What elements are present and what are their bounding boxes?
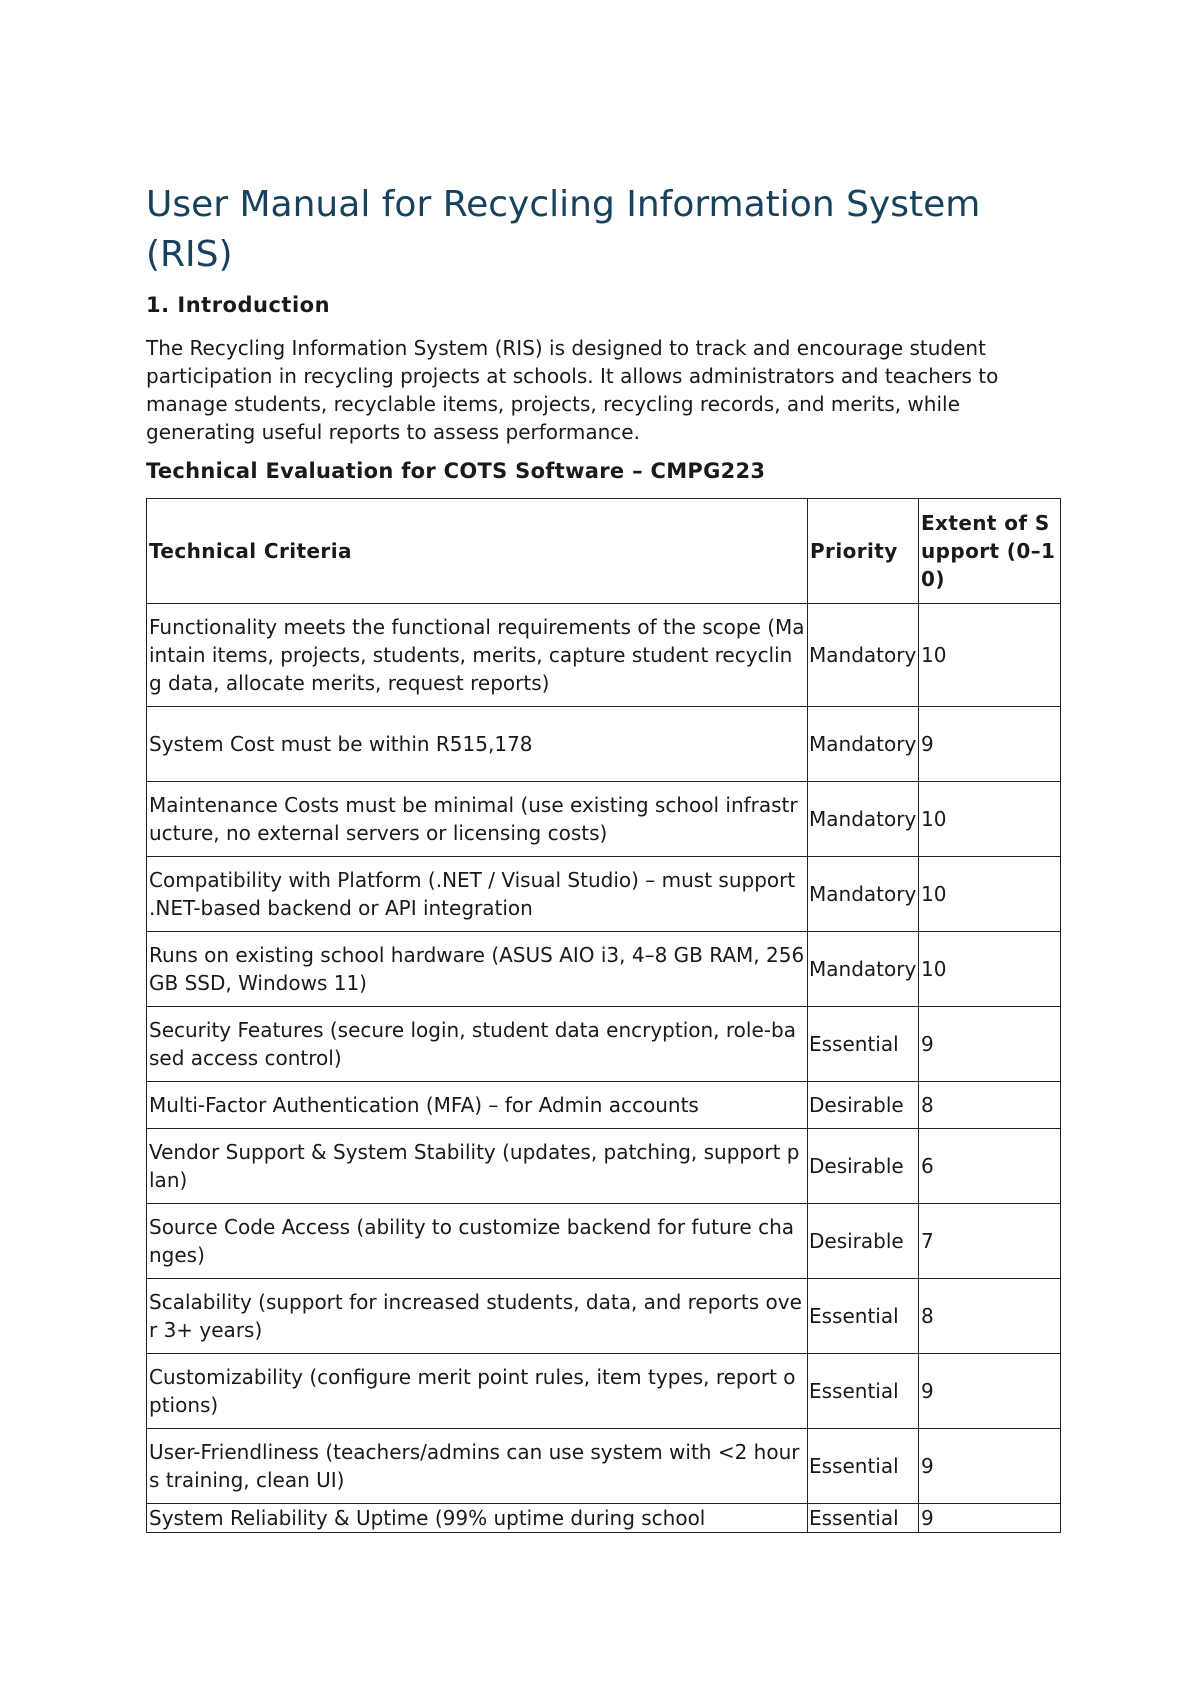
table-row (147, 932, 1061, 1007)
table-header-row (147, 499, 1061, 604)
table-row (147, 1429, 1061, 1504)
criteria-cell: Customizability (configure merit point rules, item types, report options) (147, 1354, 808, 1429)
criteria-cell: Vendor Support & System Stability (updates, patching, support plan) (147, 1129, 808, 1204)
section-heading-introduction: 1. Introduction (146, 293, 331, 317)
criteria-cell: Multi-Factor Authentication (MFA) – for Admin accounts (147, 1082, 808, 1129)
priority-cell: Essential (808, 1429, 919, 1504)
priority-cell: Essential (808, 1279, 919, 1354)
criteria-cell: System Reliability & Uptime (99% uptime during school (147, 1504, 808, 1533)
table-row (147, 1129, 1061, 1204)
priority-cell: Essential (808, 1354, 919, 1429)
priority-cell: Essential (808, 1007, 919, 1082)
criteria-cell: Security Features (secure login, student data encryption, role-based access control) (147, 1007, 808, 1082)
support-cell: 9 (919, 1429, 1061, 1504)
priority-cell: Mandatory (808, 857, 919, 932)
support-cell: 10 (919, 604, 1061, 707)
criteria-cell: Source Code Access (ability to customize backend for future changes) (147, 1204, 808, 1279)
support-cell: 9 (919, 1007, 1061, 1082)
header-priority: Priority (808, 499, 919, 604)
priority-cell: Essential (808, 1504, 919, 1533)
table-row (147, 1279, 1061, 1354)
priority-cell: Mandatory (808, 707, 919, 782)
support-cell: 8 (919, 1279, 1061, 1354)
priority-cell: Mandatory (808, 604, 919, 707)
criteria-cell: Functionality meets the functional requirements of the scope (Maintain items, projects, students, merits, capture student recycling data, allocate merits, request reports) (147, 604, 808, 707)
support-cell: 8 (919, 1082, 1061, 1129)
priority-cell: Desirable (808, 1129, 919, 1204)
support-cell: 10 (919, 932, 1061, 1007)
criteria-cell: Compatibility with Platform (.NET / Visual Studio) – must support .NET-based backend or API integration (147, 857, 808, 932)
criteria-cell: Maintenance Costs must be minimal (use existing school infrastructure, no external servers or licensing costs) (147, 782, 808, 857)
table-row (147, 707, 1061, 782)
criteria-cell: User-Friendliness (teachers/admins can use system with <2 hours training, clean UI) (147, 1429, 808, 1504)
criteria-cell: Runs on existing school hardware (ASUS AIO i3, 4–8 GB RAM, 256 GB SSD, Windows 11) (147, 932, 808, 1007)
table-heading: Technical Evaluation for COTS Software – CMPG223 (146, 459, 766, 483)
table-row (147, 1007, 1061, 1082)
criteria-cell: Scalability (support for increased students, data, and reports over 3+ years) (147, 1279, 808, 1354)
support-cell: 9 (919, 1354, 1061, 1429)
priority-cell: Desirable (808, 1082, 919, 1129)
support-cell: 6 (919, 1129, 1061, 1204)
document-title: User Manual for Recycling Information System (RIS) (146, 184, 981, 275)
technical-evaluation-table (146, 498, 1061, 1533)
header-extent-of-support: Extent of Support (0–10) (919, 499, 1061, 604)
table-row (147, 1204, 1061, 1279)
table-row (147, 604, 1061, 707)
support-cell: 7 (919, 1204, 1061, 1279)
table-row (147, 1082, 1061, 1129)
intro-paragraph: The Recycling Information System (RIS) is designed to track and encourage student participation in recycling projects at schools. It allows administrators and teachers to manage students, recyclable items, projects, recycling records, and merits, while generating useful reports to assess performance. (146, 336, 999, 444)
header-technical-criteria: Technical Criteria (147, 499, 808, 604)
priority-cell: Mandatory (808, 782, 919, 857)
table-row (147, 1354, 1061, 1429)
support-cell: 10 (919, 782, 1061, 857)
table-row (147, 857, 1061, 932)
document-page (146, 180, 1060, 1533)
priority-cell: Mandatory (808, 932, 919, 1007)
table-row (147, 1504, 1061, 1533)
support-cell: 10 (919, 857, 1061, 932)
criteria-cell: System Cost must be within R515,178 (147, 707, 808, 782)
table-row (147, 782, 1061, 857)
support-cell: 9 (919, 707, 1061, 782)
priority-cell: Desirable (808, 1204, 919, 1279)
support-cell: 9 (919, 1504, 1061, 1533)
